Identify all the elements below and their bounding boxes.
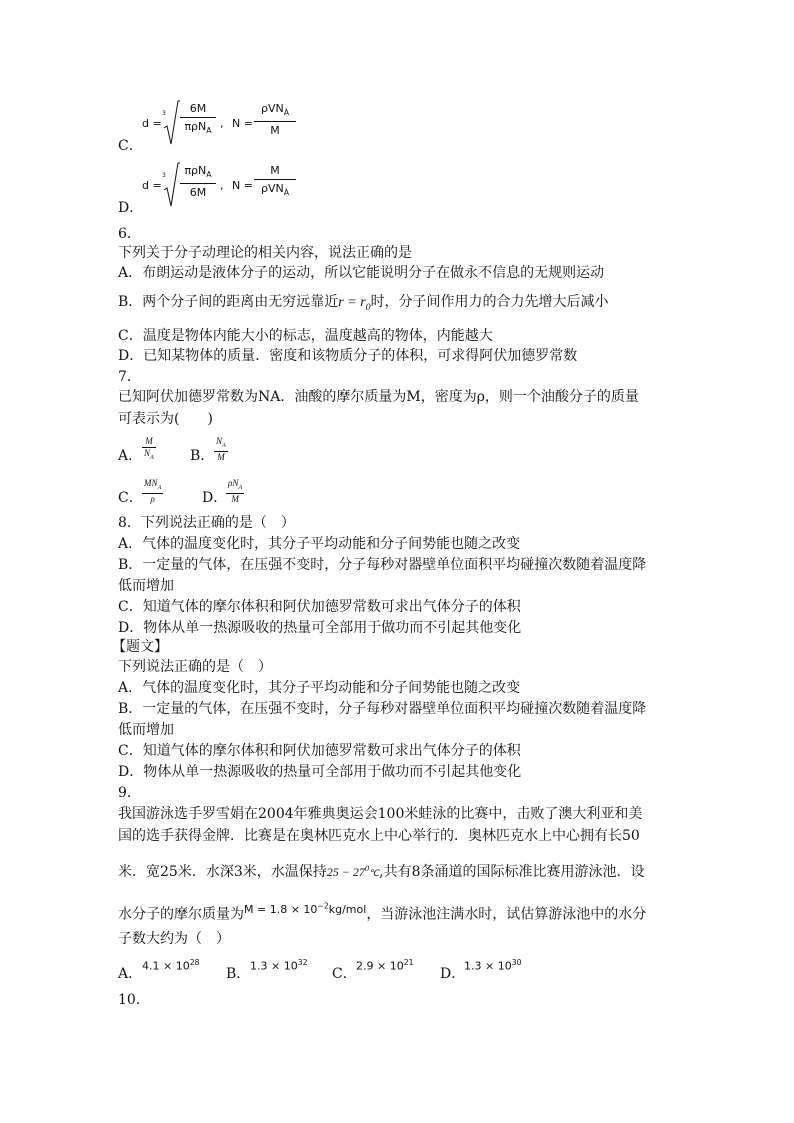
q5-c-d-den: πρN — [184, 120, 207, 133]
q5-option-c — [118, 100, 378, 156]
q6-option-c: C．温度是物体内能大小的标志，温度越高的物体，内能越大 — [118, 328, 493, 344]
q5-d-root-fraction — [180, 163, 216, 202]
q9-molar-mass-sup: −2 — [317, 901, 329, 910]
q5-d-cube-index: 3 — [162, 172, 166, 179]
q9-temp-range: 25 − 27 — [326, 865, 365, 879]
q9-d-value — [464, 958, 522, 973]
q6-option-b — [118, 292, 609, 318]
q9-molar-mass-unit: kg/mol — [328, 902, 367, 916]
q10-number: 10． — [118, 992, 150, 1008]
q6-stem: 下列关于分子动理论的相关内容，说法正确的是 — [118, 245, 412, 261]
q9-d-label: D． — [440, 966, 466, 982]
q9-b-value — [250, 958, 308, 973]
q8-stem: 8．下列说法正确的是（ ） — [118, 515, 295, 531]
q5-c-root-fraction — [180, 101, 216, 140]
q5-c-d-den-sub: A — [206, 126, 212, 136]
q9-line4-post: ，当游泳池注满水时，试估算游泳池中的水分 — [366, 906, 647, 923]
q9-line4-pre: 水分子的摩尔质量为 — [118, 906, 244, 923]
q7-b-fraction — [214, 436, 228, 463]
q7-d-den: M — [231, 493, 239, 504]
q7-c-label: C． — [118, 490, 143, 506]
q5-d-d-den: 6M — [189, 186, 207, 200]
q6-b-pre: B．两个分子间的距离由无穷远靠近 — [118, 294, 339, 310]
q7-d-fraction — [226, 478, 244, 505]
q7-a-label: A． — [118, 448, 143, 464]
q6-b-r0-sub: 0 — [365, 301, 371, 313]
q5-d-d-num-sub: A — [206, 170, 212, 180]
q7-stem-line1: 已知阿伏加德罗常数为NA．油酸的摩尔质量为M，密度为ρ，则一个油酸分子的质量 — [118, 389, 639, 405]
q9-b-val: 1.3 × 10 — [250, 959, 298, 973]
q6-b-r0: r — [360, 295, 366, 310]
tiwen-option-b-line2: 低而增加 — [118, 722, 174, 738]
q5-d-n-den: ρVN — [260, 182, 284, 195]
q5-c-sep: , — [220, 117, 224, 130]
q5-c-n-prefix: N = — [232, 117, 253, 130]
tiwen-header: 【题文】 — [112, 639, 168, 655]
q5-c-n-num-sub: A — [283, 108, 289, 118]
q7-d-label: D． — [202, 490, 228, 506]
q8-option-b-line1: B．一定量的气体，在压强不变时，分子每秒对器壁单位面积平均碰撞次数随着温度降 — [118, 557, 647, 573]
q6-option-d: D．已知某物体的质量．密度和该物质分子的体积，可求得阿伏加德罗常数 — [118, 348, 578, 364]
tiwen-option-d: D．物体从单一热源吸收的热量可全部用于做功而不引起其他变化 — [118, 764, 522, 780]
q9-c-label: C． — [332, 966, 357, 982]
tiwen-stem: 下列说法正确的是（ ） — [118, 659, 272, 675]
q9-line5: 子数大约为（ ） — [118, 931, 230, 947]
tiwen-option-b-line1: B．一定量的气体，在压强不变时，分子每秒对器壁单位面积平均碰撞次数随着温度降 — [118, 701, 647, 717]
q9-d-sup: 30 — [511, 958, 522, 967]
q9-temp-sup: 0 — [364, 864, 370, 873]
q5-c-radical — [162, 100, 180, 146]
q5-c-n-num: ρVN — [260, 102, 284, 115]
q5-d-label: D． — [118, 200, 144, 216]
q5-d-n-den-sub: A — [283, 188, 289, 198]
q9-molar-mass — [244, 903, 366, 916]
q5-d-radical — [162, 162, 180, 208]
q5-d-n-fraction — [254, 163, 296, 202]
q9-temp-unit: ℃ — [369, 868, 380, 878]
q9-b-label: B． — [226, 966, 251, 982]
q5-c-n-den: M — [270, 124, 280, 138]
q9-line1: 我国游泳选手罗雪娟在2004年雅典奥运会100米蛙泳的比赛中，击败了澳大利亚和美 — [118, 806, 643, 822]
q8-option-b-line2: 低而增加 — [118, 578, 174, 594]
q9-line3-pre: 米．宽25米．水深3米，水温保持 — [118, 864, 327, 880]
q9-a-val: 4.1 × 10 — [142, 959, 190, 973]
q7-b-den: M — [217, 451, 225, 462]
q9-line3-post: ,共有8条涌道的国际标准比赛用游泳池．设 — [379, 864, 645, 880]
q5-d-n-num: M — [270, 164, 280, 177]
q9-line3 — [118, 859, 645, 883]
tiwen-option-c: C．知道气体的摩尔体积和阿伏加德罗常数可求出气体分子的体积 — [118, 743, 521, 759]
q7-c-num: MN — [144, 478, 158, 488]
q9-temp — [327, 865, 379, 879]
q8-option-a: A．气体的温度变化时，其分子平均动能和分子间势能也随之改变 — [118, 536, 521, 552]
q5-c-d-prefix: d = — [142, 117, 162, 130]
q9-options — [118, 958, 558, 984]
q6-option-a: A．布朗运动是液体分子的运动，所以它能说明分子在做永不信息的无规则运动 — [118, 265, 605, 281]
q9-c-value — [356, 958, 414, 973]
q9-line4 — [118, 902, 646, 926]
q9-c-sup: 21 — [403, 958, 414, 967]
q7-number: 7． — [118, 369, 141, 385]
q7-b-label: B． — [190, 448, 215, 464]
q9-a-value — [142, 958, 200, 973]
q7-c-num-sub: A — [157, 483, 162, 491]
q8-option-d: D．物体从单一热源吸收的热量可全部用于做功而不引起其他变化 — [118, 620, 522, 636]
q9-molar-mass-val: M = 1.8 × 10 — [244, 902, 318, 916]
q6-number: 6． — [118, 226, 141, 242]
q9-a-sup: 28 — [189, 958, 200, 967]
q9-b-sup: 32 — [297, 958, 308, 967]
q7-stem-line2: 可表示为( ) — [118, 411, 213, 427]
q5-d-d-num: πρN — [184, 164, 207, 177]
q7-options-ab — [118, 434, 318, 468]
q7-a-den-sub: A — [150, 453, 154, 461]
q8-option-c: C．知道气体的摩尔体积和阿伏加德罗常数可求出气体分子的体积 — [118, 599, 521, 615]
q9-line2: 国的选手获得金牌．比赛是在奥林匹克水上中心举行的．奥林匹克水上中心拥有长50 — [118, 828, 640, 844]
q9-a-label: A． — [118, 966, 143, 982]
q7-a-fraction — [142, 436, 156, 463]
q7-d-num: ρN — [228, 478, 239, 488]
tiwen-option-a: A．气体的温度变化时，其分子平均动能和分子间势能也随之改变 — [118, 680, 521, 696]
q5-d-n-prefix: N = — [232, 179, 253, 192]
q7-d-num-sub: A — [238, 483, 243, 491]
q9-number: 9． — [118, 785, 141, 801]
q7-a-den: N — [144, 448, 151, 458]
q9-d-val: 1.3 × 10 — [464, 959, 512, 973]
q5-c-d-num: 6M — [189, 102, 207, 115]
q7-b-num-sub: A — [222, 441, 226, 449]
q6-b-post: 时，分子间作用力的合力先增大后减小 — [370, 294, 609, 310]
q5-c-label: C． — [118, 138, 143, 154]
q5-d-d-prefix: d = — [142, 179, 162, 192]
q7-options-cd — [118, 476, 318, 510]
q5-c-cube-index: 3 — [162, 110, 166, 117]
q9-c-val: 2.9 × 10 — [356, 959, 404, 973]
q7-b-num: N — [216, 436, 223, 446]
q7-a-num: M — [142, 436, 156, 448]
q5-c-n-fraction — [254, 101, 296, 140]
q5-d-sep: , — [220, 179, 224, 192]
q6-b-eq: = — [343, 295, 361, 310]
q7-c-fraction — [142, 478, 163, 505]
q7-c-den: ρ — [150, 493, 155, 504]
q5-option-d — [118, 162, 378, 218]
q6-b-r: r — [338, 295, 344, 310]
